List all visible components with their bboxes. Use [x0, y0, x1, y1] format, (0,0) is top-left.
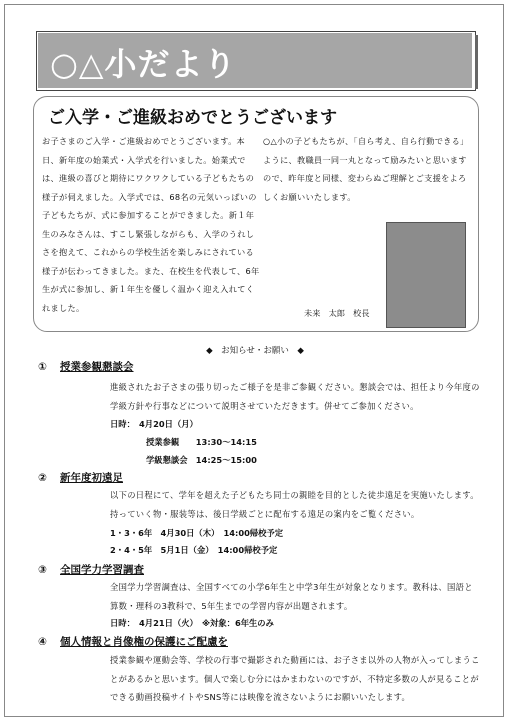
notice-body-1: 進級されたお子さまの張り切ったご様子を是非ご参観ください。懇談会では、担任より今年度の学級方針や行事などについて説明させていただきます。併せてご参加ください。: [110, 382, 480, 411]
notices-heading: ◆ お知らせ・お願い ◆: [206, 346, 304, 356]
notice-number-2: ②: [38, 472, 47, 484]
notice-title-3: [38, 562, 144, 577]
title-banner: [36, 31, 476, 91]
notice-2-line-1: 1・3・6年 4月30日（木） 14:00帰校予定: [110, 528, 284, 538]
notice-1-line-2: 授業参観 13:30～14:15: [146, 437, 257, 447]
newsletter-title: ○△小だより: [50, 45, 237, 83]
notice-number-1: ①: [38, 361, 47, 373]
notice-3-line-1: 日時： 4月21日（火） ※対象：6年生のみ: [110, 618, 274, 628]
greeting-box: [33, 96, 479, 332]
notice-body-4: 授業参観や運動会等、学校の行事で撮影された動画には、お子さま以外の人物が入ってしまうことがあるかと思います。個人で楽しむ分にはかまわないのですが、不特定多数の人が見ることができる動画投稿サイトやSNS等には映像を流さないようにお願いいたします。: [110, 655, 480, 702]
principal-signature: 未来 太郎 校長: [304, 308, 370, 318]
greeting-right-text: ○△小の子どもたちが、「自ら考え、自ら行動できる」ように、教職員一同一丸となって励みたいと思いますので、昨年度と同様、変わらぬご理解とご支援をよろしくお願いいたします。: [263, 136, 469, 202]
principal-photo-placeholder: [386, 222, 466, 328]
notice-title-1: [38, 359, 134, 374]
notice-1-line-1: 日時： 4月20日（月）: [110, 419, 198, 429]
notice-title-text-2: 新年度初遠足: [60, 472, 123, 484]
notice-title-text-1: 授業参観懇談会: [60, 361, 134, 373]
notice-body-2: 以下の日程にて、学年を超えた子どもたち同士の親睦を目的とした徒歩遠足を実施いたします。持っていく物・服装等は、後日学級ごとに配布する遠足の案内をご覧ください。: [110, 490, 479, 519]
notice-body-3: 全国学力学習調査は、全国すべての小学6年生と中学3年生が対象となります。教科は、国語と算数・理科の3教科で、5年生までの学習内容が出題されます。: [110, 582, 473, 611]
notice-number-3: ③: [38, 564, 47, 576]
title-banner-shadow: [475, 35, 478, 89]
notice-title-4: [38, 634, 228, 649]
notice-2-line-2: 2・4・5年 5月1日（金） 14:00帰校予定: [110, 545, 278, 555]
greeting-heading: ご入学・ご進級おめでとうございます: [48, 108, 337, 128]
notice-title-text-4: 個人情報と肖像権の保護にご配慮を: [60, 636, 228, 648]
greeting-left-text: お子さまのご入学・ご進級おめでとうございます。本日、新年度の始業式・入学式を行いました。始業式では、進級の喜びと期待にワクワクしている子どもたちの様子が伺えました。入学式では、68名の元気いっぱいの子どもたちが、式に参加することができました。新１年生のみなさんは、すこし緊張しながらも、入学のうれしさを抱えて、これからの学校生活を楽しみにされている様子が伝わってきました。また、在校生を代表して、6年生が式に参加し、新１年生を優しく温かく迎え入れてくれました。: [42, 136, 260, 313]
notice-1-line-3: 学級懇談会 14:25～15:00: [146, 455, 257, 465]
notice-number-4: ④: [38, 636, 47, 648]
notice-title-2: [38, 470, 123, 485]
notice-title-text-3: 全国学力学習調査: [60, 564, 144, 576]
title-banner-fill: [38, 33, 472, 88]
